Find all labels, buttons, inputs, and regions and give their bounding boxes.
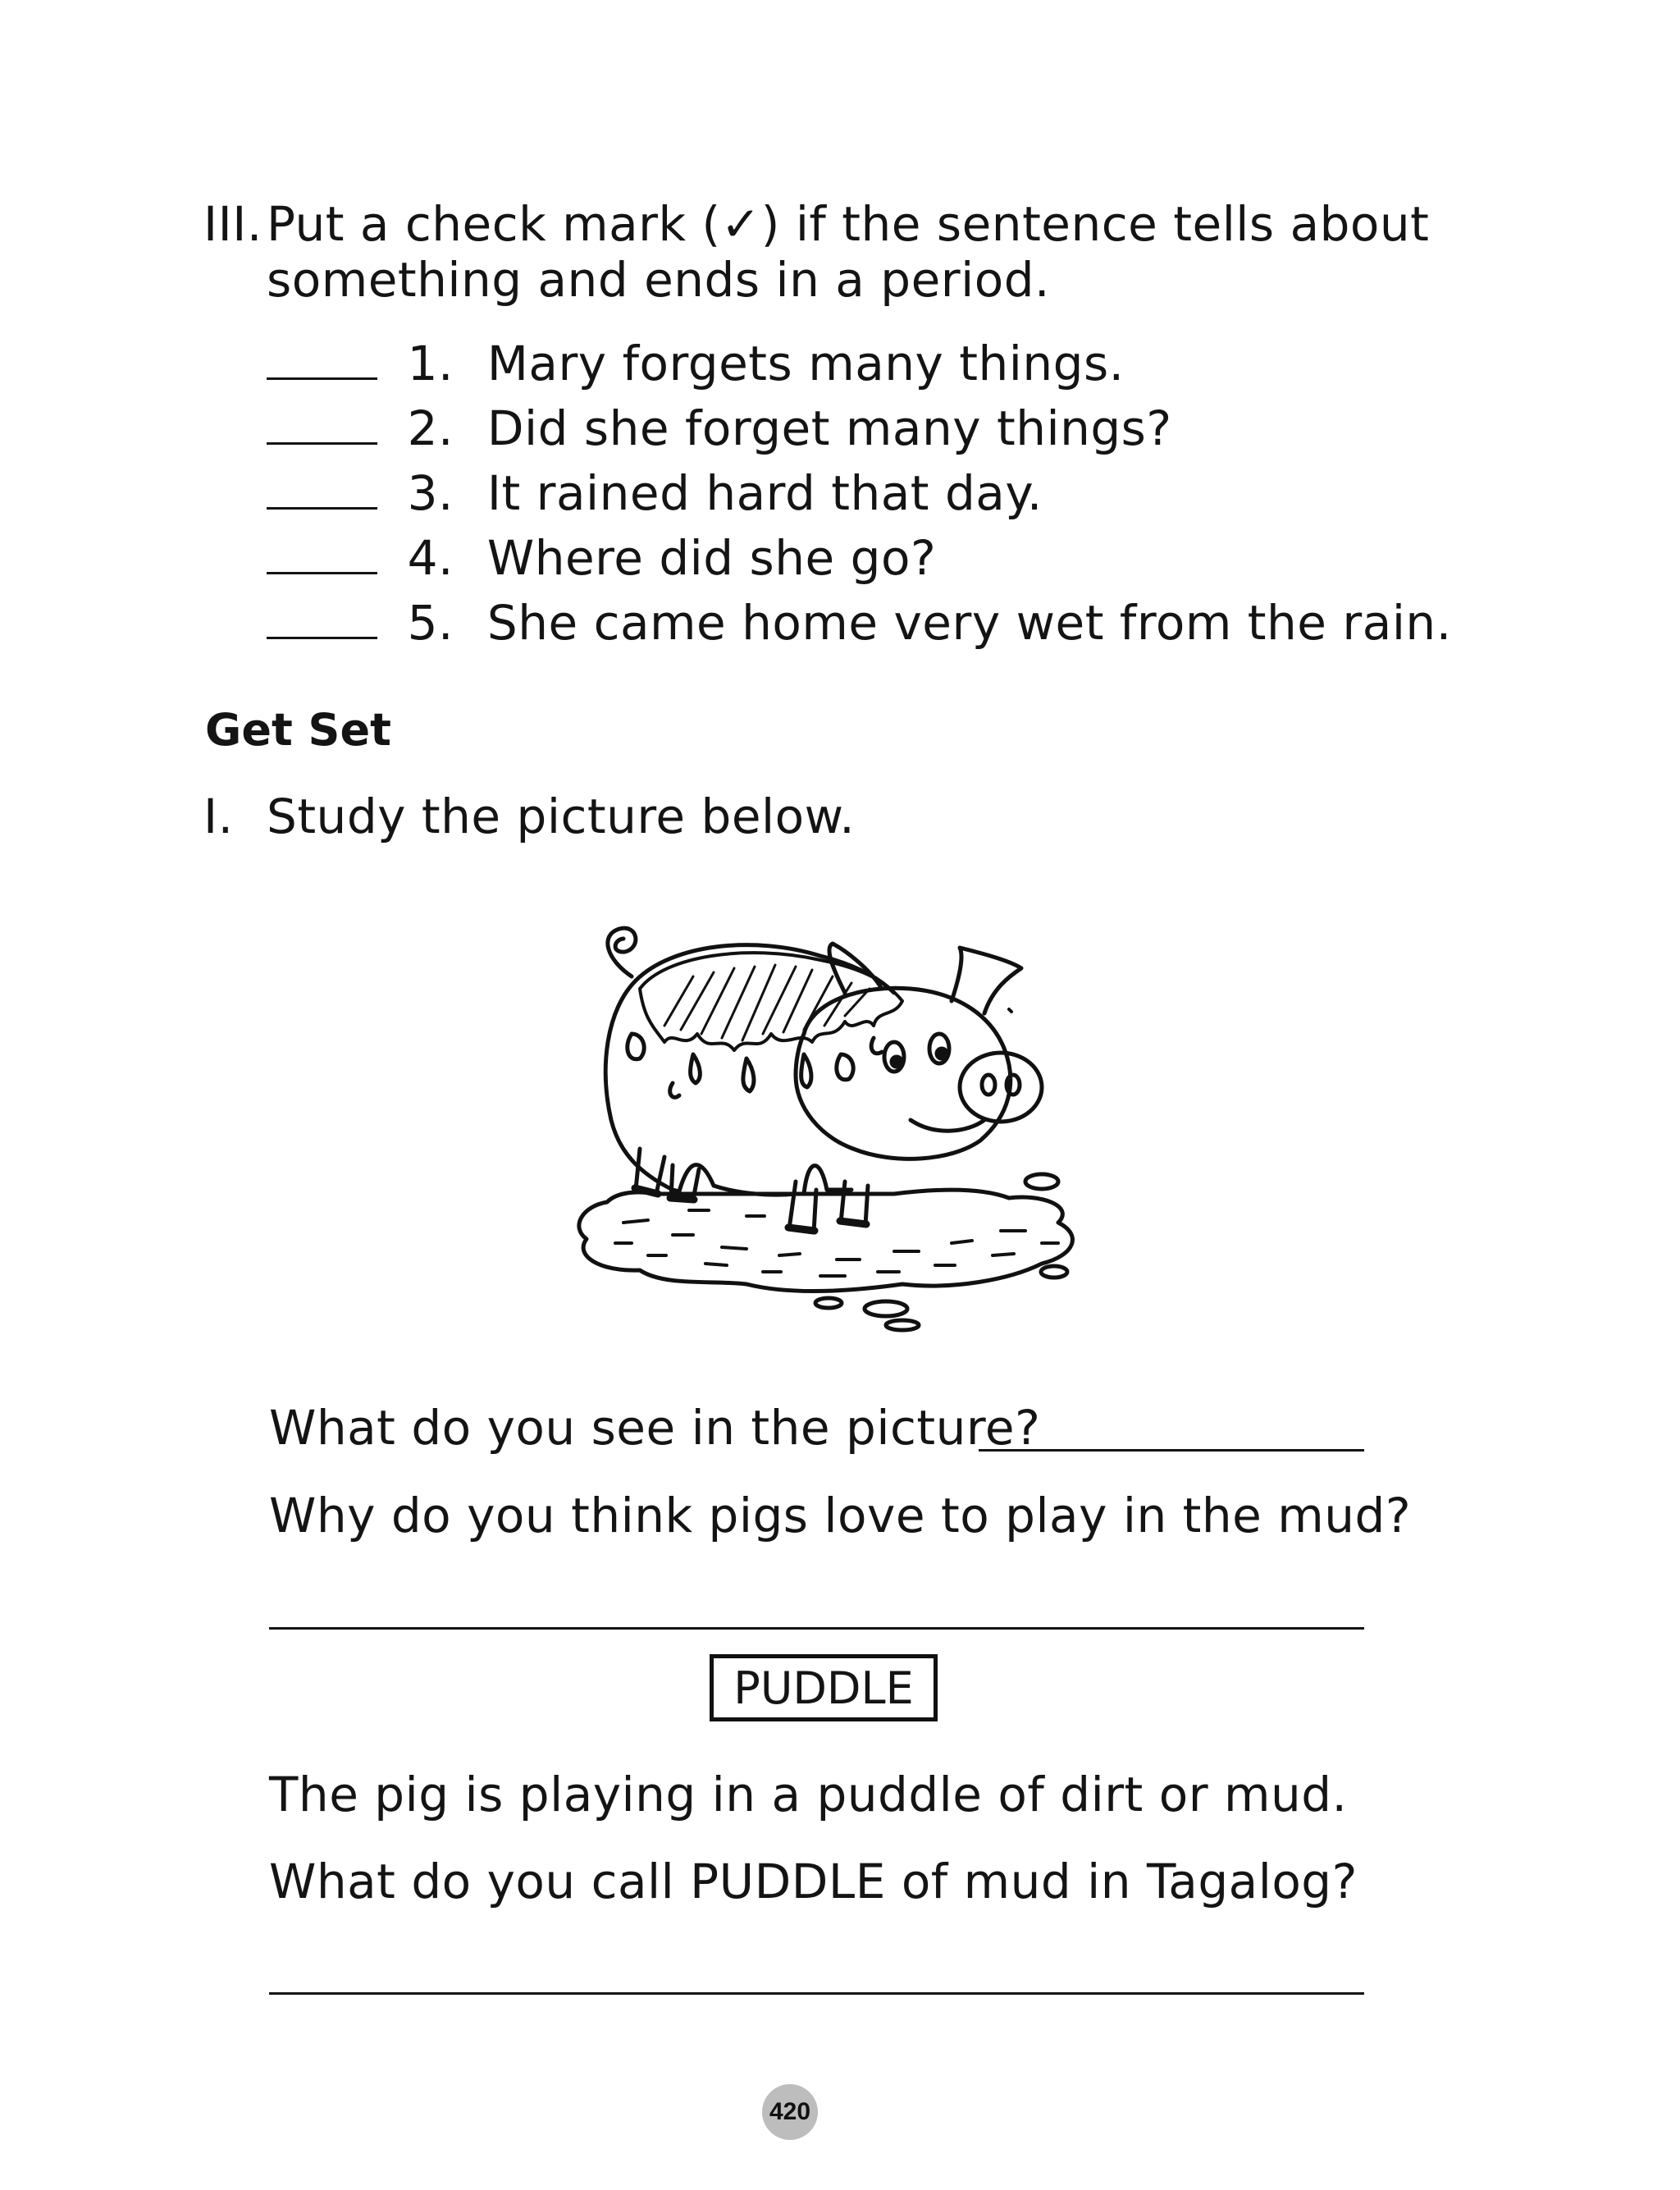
pig-mouth [911,1120,984,1131]
mud-splash [1025,1174,1058,1189]
get-set-heading: Get Set [205,704,391,756]
puddle-sentence: The pig is playing in a puddle of dirt or mud. [269,1767,1348,1822]
question-2: Why do you think pigs love to play in the mud? [269,1488,1412,1543]
mud-drip [743,1058,754,1091]
item-number: 2. [407,400,454,456]
checklist-item [267,464,1452,529]
item-sentence: Where did she go? [486,530,937,586]
section-3-numeral: III. [203,196,262,252]
checklist-item [267,335,1452,400]
pig-head [796,988,1011,1159]
mud-spot [628,1034,644,1059]
item-sentence: She came home very wet from the rain. [486,595,1452,651]
section-3-instruction-line1: Put a check mark (✓) if the sentence tells about [267,196,1430,252]
question-1-answer-line[interactable] [979,1449,1364,1452]
pig-tail [608,928,636,976]
get-set-instruction: Study the picture below. [267,789,856,844]
section-3-instruction-line2: something and ends in a period. [267,252,1050,308]
checklist-item [267,529,1452,594]
answer-blank[interactable] [267,469,377,510]
answer-blank[interactable] [267,340,377,380]
item-number: 5. [407,595,454,651]
pig-pupil [892,1057,902,1067]
item-sentence: Mary forgets many things. [486,336,1125,391]
question-3: What do you call PUDDLE of mud in Tagalog? [269,1854,1358,1909]
pig-nostril [1007,1075,1020,1095]
checklist-item [267,400,1452,464]
item-number: 4. [407,530,454,586]
mud-splash [886,1320,919,1330]
question-2-answer-line[interactable] [269,1627,1364,1630]
question-3-answer-line[interactable] [269,1992,1364,1995]
item-number: 3. [407,465,454,521]
answer-blank[interactable] [267,599,377,639]
mud-drip [691,1054,701,1083]
pig-snout [960,1053,1042,1122]
vocabulary-word-box: PUDDLE [710,1654,938,1721]
checklist-item [267,594,1452,659]
mud-splash [1041,1266,1067,1278]
get-set-numeral: I. [203,789,234,844]
pig-in-mud-illustration [550,911,1107,1337]
question-1-text: What do you see in the picture? [269,1400,1041,1456]
mud-splash [865,1301,907,1316]
mud-spot [871,1038,882,1054]
mud-spot [837,1054,853,1080]
item-sentence: Did she forget many things? [486,400,1172,456]
answer-blank[interactable] [267,405,377,445]
page-number: 420 [762,2084,818,2140]
item-sentence: It rained hard that day. [486,465,1043,521]
mud-spot [1009,1009,1011,1012]
checklist [267,335,1452,659]
answer-blank[interactable] [267,534,377,574]
pig-pupil [937,1049,947,1058]
question-1 [269,1399,1040,1456]
mud-drip [801,1054,811,1087]
mud-spot [670,1083,679,1097]
pig-nostril [982,1075,995,1095]
item-number: 1. [407,336,454,391]
mud-splash [815,1298,842,1308]
